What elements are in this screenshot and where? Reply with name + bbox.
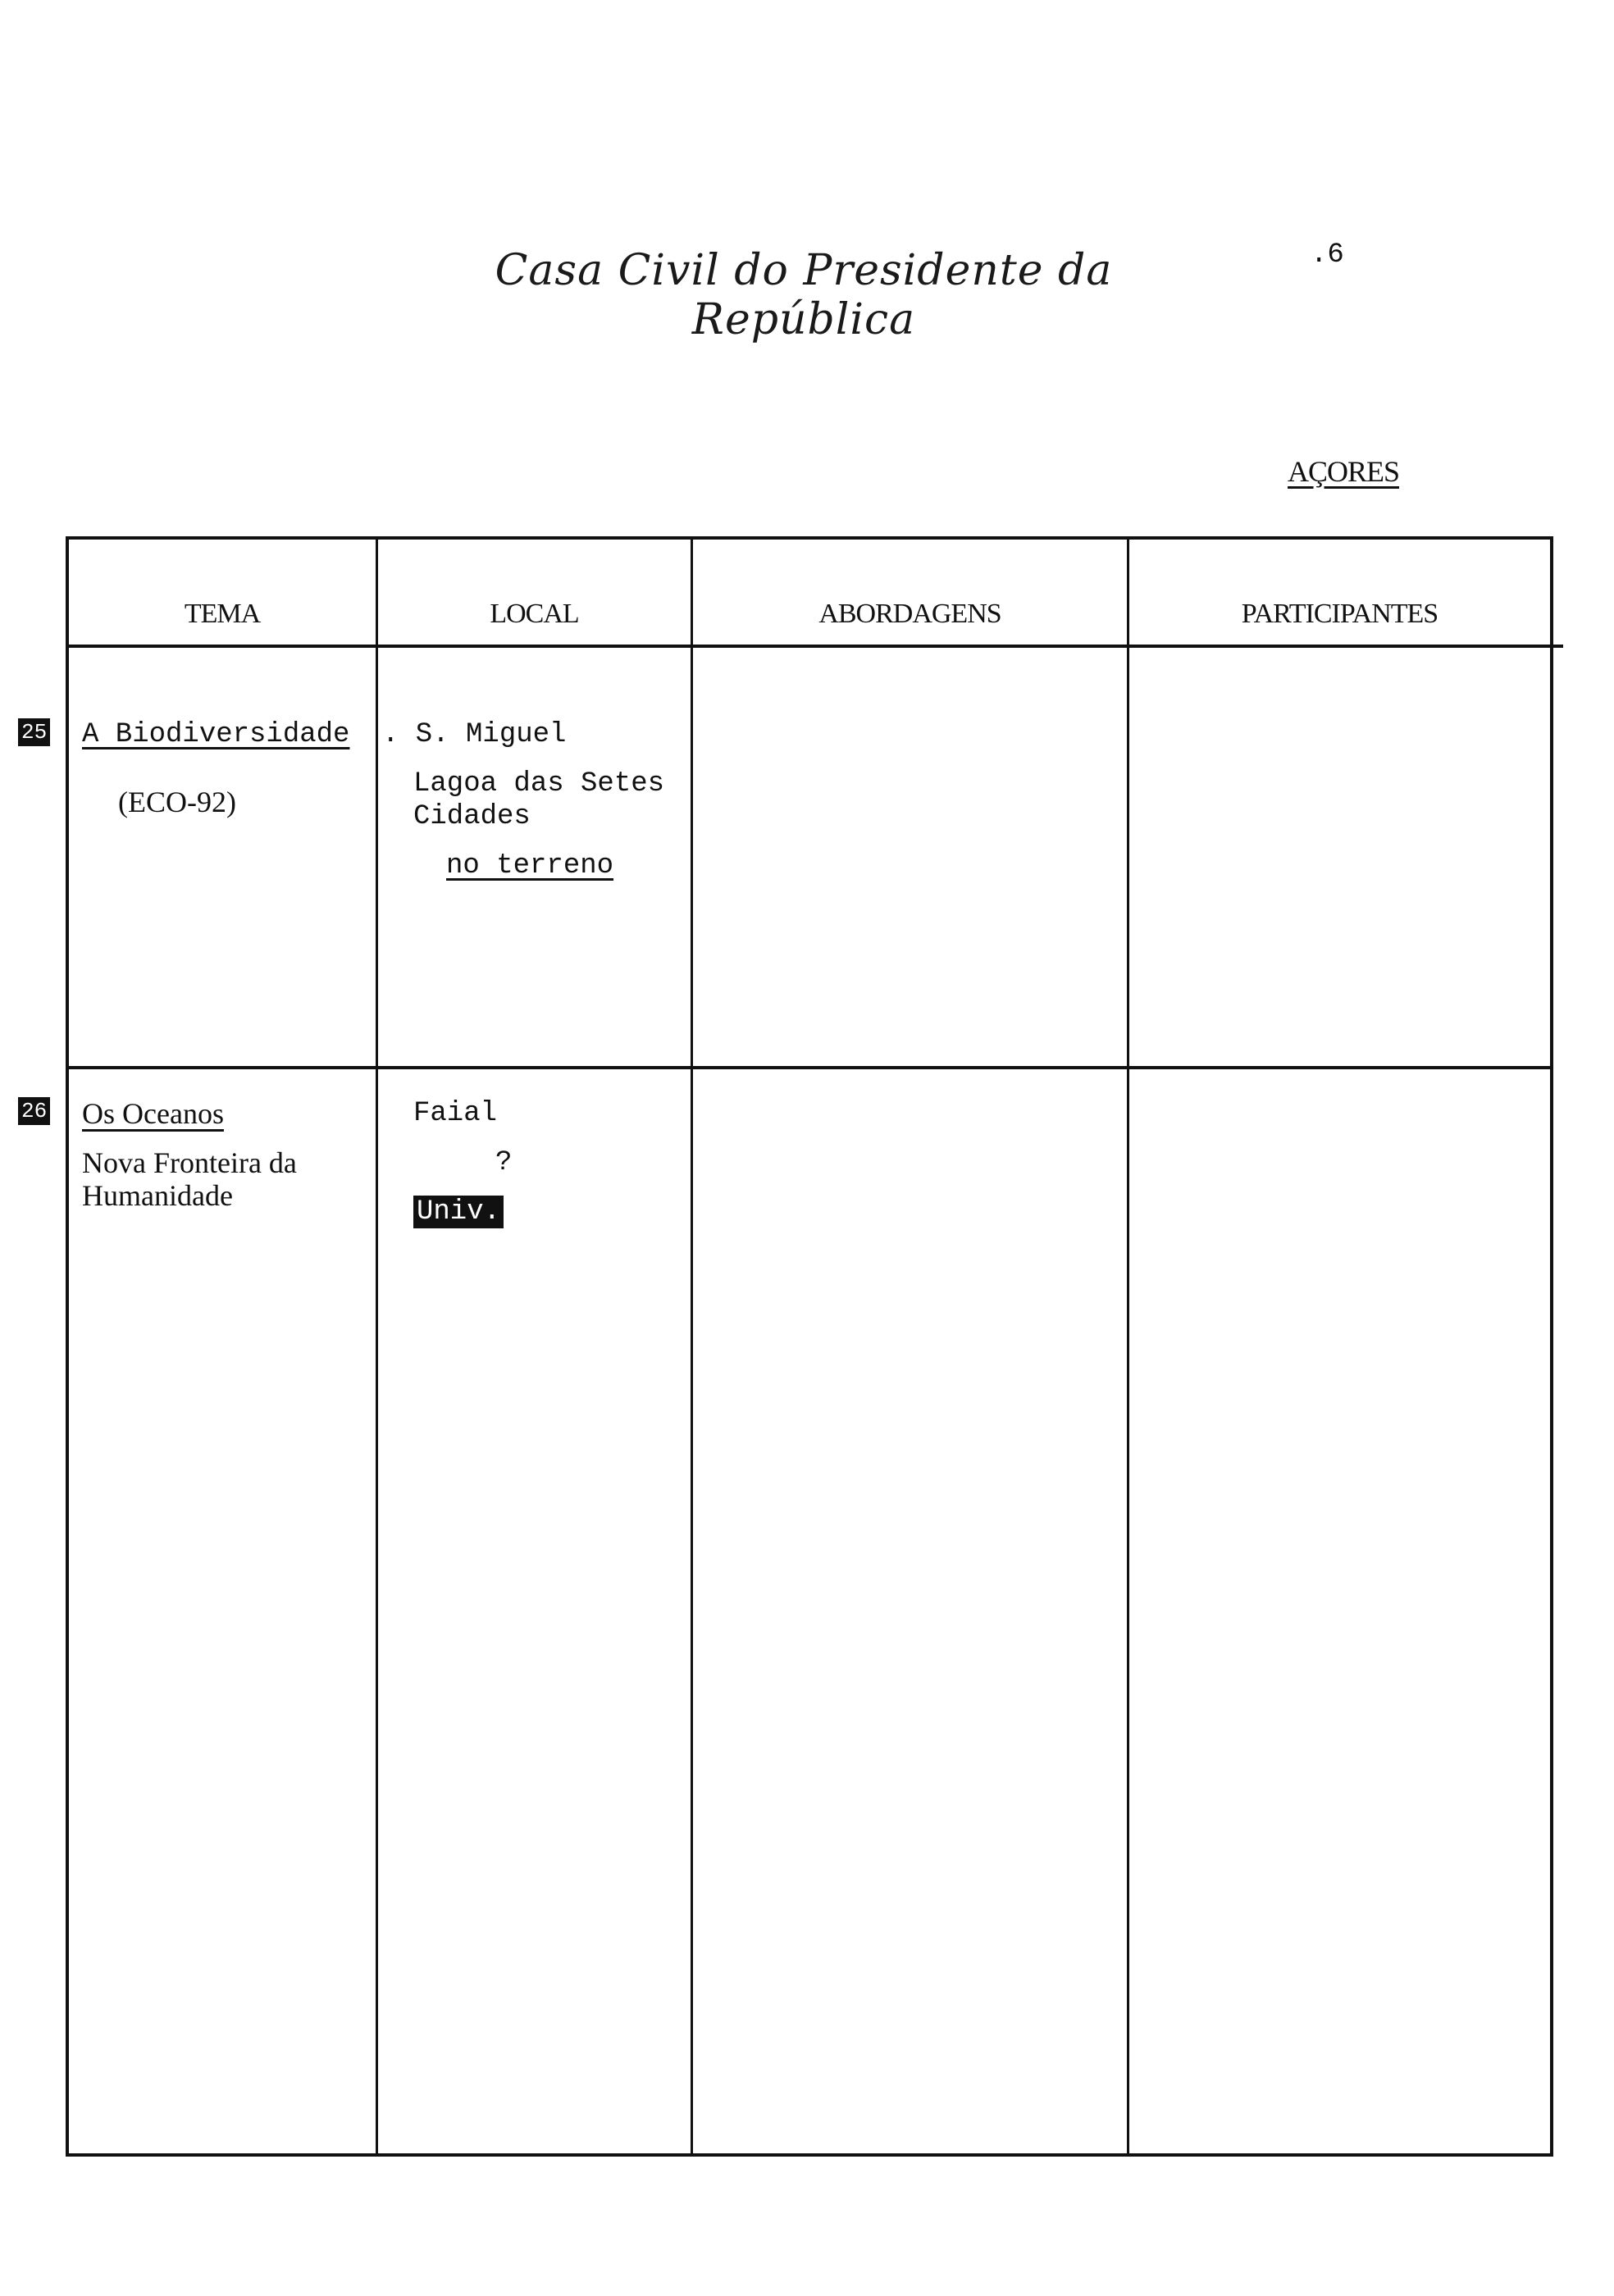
page-number: .6 <box>1311 239 1344 271</box>
header-rule <box>66 645 1563 648</box>
region-heading: AÇORES <box>1288 455 1400 488</box>
tema-line: Humanidade <box>82 1179 233 1212</box>
column-header-participantes: PARTICIPANTES <box>1241 599 1438 629</box>
local-note: Univ. <box>413 1196 504 1228</box>
row-number: 25 <box>18 718 50 746</box>
tema-title: A Biodiversidade <box>82 719 350 750</box>
local-place: . S. Miguel <box>382 719 567 750</box>
tema-line: Nova Fronteira da <box>82 1146 297 1179</box>
letterhead: Casa Civil do Presidente da República <box>495 246 1113 344</box>
local-line: Cidades <box>413 801 531 832</box>
local-line: Lagoa das Setes <box>413 768 665 800</box>
row-separator <box>66 1066 1553 1069</box>
column-header-local: LOCAL <box>490 599 579 629</box>
local-note: no terreno <box>446 850 614 882</box>
column-divider <box>1127 536 1129 2157</box>
column-divider <box>691 536 693 2157</box>
tema-title: Os Oceanos <box>82 1097 224 1130</box>
column-divider <box>376 536 378 2157</box>
local-place: Faial <box>413 1098 498 1129</box>
column-header-abordagens: ABORDAGENS <box>818 599 1001 629</box>
schedule-table <box>66 536 1553 2157</box>
local-question: ? <box>495 1147 513 1178</box>
row-number: 26 <box>18 1097 50 1125</box>
column-header-tema: TEMA <box>184 599 261 629</box>
tema-subtitle: (ECO-92) <box>118 786 236 818</box>
